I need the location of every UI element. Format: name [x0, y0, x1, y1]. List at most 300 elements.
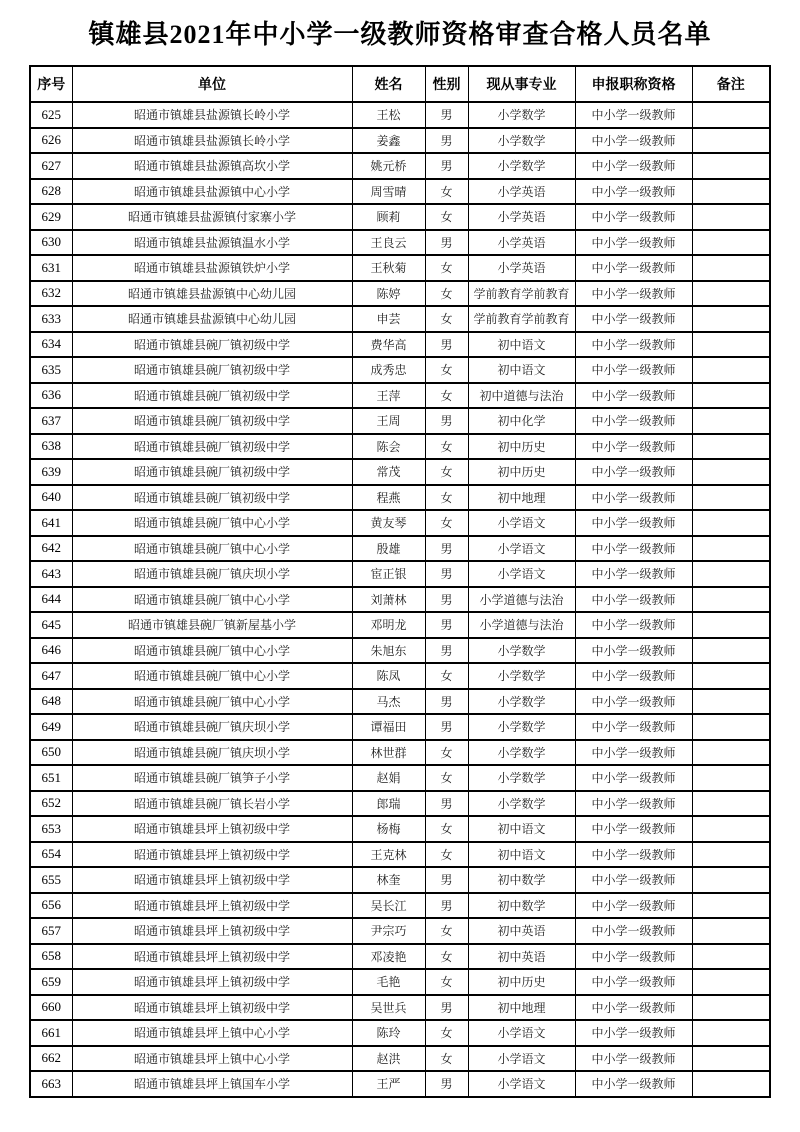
table-row — [30, 179, 770, 205]
cell-name: 陈婷 — [352, 281, 425, 307]
cell-name: 成秀忠 — [352, 357, 425, 383]
cell-remark — [692, 1020, 770, 1046]
cell-unit: 昭通市镇雄县碗厂镇初级中学 — [72, 408, 352, 434]
cell-name: 宦正银 — [352, 561, 425, 587]
cell-unit: 昭通市镇雄县碗厂镇庆坝小学 — [72, 740, 352, 766]
cell-gender: 女 — [425, 255, 468, 281]
cell-unit: 昭通市镇雄县盐源镇铁炉小学 — [72, 255, 352, 281]
cell-name: 王良云 — [352, 230, 425, 256]
cell-unit: 昭通市镇雄县盐源镇中心小学 — [72, 179, 352, 205]
cell-gender: 女 — [425, 510, 468, 536]
cell-seq: 638 — [30, 434, 72, 460]
cell-remark — [692, 842, 770, 868]
cell-subject: 小学英语 — [468, 230, 575, 256]
cell-subject: 初中英语 — [468, 918, 575, 944]
cell-seq: 659 — [30, 969, 72, 995]
cell-seq: 630 — [30, 230, 72, 256]
cell-remark — [692, 408, 770, 434]
cell-seq: 658 — [30, 944, 72, 970]
cell-title: 中小学一级教师 — [575, 867, 692, 893]
cell-gender: 女 — [425, 842, 468, 868]
cell-unit: 昭通市镇雄县碗厂镇庆坝小学 — [72, 561, 352, 587]
cell-gender: 男 — [425, 612, 468, 638]
cell-seq: 648 — [30, 689, 72, 715]
cell-title: 中小学一级教师 — [575, 408, 692, 434]
cell-name: 陈玲 — [352, 1020, 425, 1046]
cell-title: 中小学一级教师 — [575, 791, 692, 817]
cell-seq: 652 — [30, 791, 72, 817]
cell-remark — [692, 765, 770, 791]
cell-name: 王松 — [352, 102, 425, 128]
cell-title: 中小学一级教师 — [575, 714, 692, 740]
header-remark: 备注 — [692, 66, 770, 102]
cell-name: 赵洪 — [352, 1046, 425, 1072]
cell-remark — [692, 255, 770, 281]
cell-remark — [692, 179, 770, 205]
cell-gender: 男 — [425, 332, 468, 358]
cell-title: 中小学一级教师 — [575, 128, 692, 154]
cell-unit: 昭通市镇雄县坪上镇初级中学 — [72, 969, 352, 995]
table-row — [30, 969, 770, 995]
table-row — [30, 587, 770, 613]
table-row — [30, 510, 770, 536]
cell-name: 邓明龙 — [352, 612, 425, 638]
cell-remark — [692, 587, 770, 613]
cell-name: 郎瑞 — [352, 791, 425, 817]
cell-seq: 650 — [30, 740, 72, 766]
cell-gender: 女 — [425, 765, 468, 791]
table-row — [30, 485, 770, 511]
cell-remark — [692, 306, 770, 332]
table-row — [30, 204, 770, 230]
cell-title: 中小学一级教师 — [575, 179, 692, 205]
cell-title: 中小学一级教师 — [575, 434, 692, 460]
table-row — [30, 918, 770, 944]
cell-subject: 小学数学 — [468, 765, 575, 791]
cell-gender: 男 — [425, 995, 468, 1021]
table-row — [30, 995, 770, 1021]
cell-unit: 昭通市镇雄县碗厂镇庆坝小学 — [72, 714, 352, 740]
table-row — [30, 153, 770, 179]
cell-gender: 男 — [425, 536, 468, 562]
cell-name: 姚元桥 — [352, 153, 425, 179]
cell-name: 刘萧林 — [352, 587, 425, 613]
cell-gender: 男 — [425, 638, 468, 664]
cell-subject: 初中历史 — [468, 459, 575, 485]
cell-gender: 女 — [425, 663, 468, 689]
cell-unit: 昭通市镇雄县碗厂镇初级中学 — [72, 357, 352, 383]
cell-remark — [692, 434, 770, 460]
cell-gender: 女 — [425, 740, 468, 766]
cell-remark — [692, 128, 770, 154]
header-title: 申报职称资格 — [575, 66, 692, 102]
cell-seq: 644 — [30, 587, 72, 613]
cell-title: 中小学一级教师 — [575, 383, 692, 409]
cell-name: 林奎 — [352, 867, 425, 893]
cell-title: 中小学一级教师 — [575, 816, 692, 842]
cell-unit: 昭通市镇雄县盐源镇高坎小学 — [72, 153, 352, 179]
cell-subject: 小学数学 — [468, 740, 575, 766]
cell-name: 姜鑫 — [352, 128, 425, 154]
table-row — [30, 1071, 770, 1097]
cell-seq: 625 — [30, 102, 72, 128]
cell-title: 中小学一级教师 — [575, 740, 692, 766]
cell-title: 中小学一级教师 — [575, 612, 692, 638]
cell-name: 周雪晴 — [352, 179, 425, 205]
cell-seq: 635 — [30, 357, 72, 383]
cell-unit: 昭通市镇雄县盐源镇中心幼儿园 — [72, 281, 352, 307]
cell-name: 顾莉 — [352, 204, 425, 230]
cell-title: 中小学一级教师 — [575, 1020, 692, 1046]
cell-remark — [692, 689, 770, 715]
cell-seq: 647 — [30, 663, 72, 689]
cell-subject: 小学数学 — [468, 689, 575, 715]
cell-unit: 昭通市镇雄县盐源镇温水小学 — [72, 230, 352, 256]
cell-name: 尹宗巧 — [352, 918, 425, 944]
cell-gender: 女 — [425, 969, 468, 995]
cell-gender: 女 — [425, 485, 468, 511]
cell-subject: 初中语文 — [468, 357, 575, 383]
cell-subject: 小学数学 — [468, 102, 575, 128]
table-row — [30, 281, 770, 307]
cell-subject: 小学英语 — [468, 255, 575, 281]
cell-subject: 初中语文 — [468, 842, 575, 868]
cell-subject: 初中道德与法治 — [468, 383, 575, 409]
cell-unit: 昭通市镇雄县坪上镇中心小学 — [72, 1046, 352, 1072]
table-row — [30, 765, 770, 791]
cell-seq: 657 — [30, 918, 72, 944]
cell-remark — [692, 918, 770, 944]
cell-seq: 637 — [30, 408, 72, 434]
cell-name: 吴长江 — [352, 893, 425, 919]
cell-gender: 男 — [425, 408, 468, 434]
cell-gender: 女 — [425, 944, 468, 970]
cell-name: 毛艳 — [352, 969, 425, 995]
cell-name: 殷雄 — [352, 536, 425, 562]
table-row — [30, 408, 770, 434]
cell-name: 常茂 — [352, 459, 425, 485]
cell-name: 王萍 — [352, 383, 425, 409]
cell-remark — [692, 153, 770, 179]
cell-title: 中小学一级教师 — [575, 893, 692, 919]
cell-remark — [692, 612, 770, 638]
cell-unit: 昭通市镇雄县碗厂镇中心小学 — [72, 510, 352, 536]
cell-title: 中小学一级教师 — [575, 230, 692, 256]
cell-subject: 小学数学 — [468, 128, 575, 154]
cell-remark — [692, 281, 770, 307]
cell-name: 王严 — [352, 1071, 425, 1097]
cell-subject: 小学语文 — [468, 1046, 575, 1072]
cell-title: 中小学一级教师 — [575, 663, 692, 689]
cell-remark — [692, 102, 770, 128]
cell-name: 赵娟 — [352, 765, 425, 791]
cell-gender: 男 — [425, 153, 468, 179]
cell-unit: 昭通市镇雄县盐源镇长岭小学 — [72, 102, 352, 128]
cell-title: 中小学一级教师 — [575, 153, 692, 179]
cell-remark — [692, 944, 770, 970]
cell-name: 邓凌艳 — [352, 944, 425, 970]
cell-subject: 初中语文 — [468, 816, 575, 842]
cell-unit: 昭通市镇雄县坪上镇初级中学 — [72, 867, 352, 893]
cell-unit: 昭通市镇雄县坪上镇初级中学 — [72, 918, 352, 944]
cell-subject: 初中历史 — [468, 969, 575, 995]
cell-subject: 小学数学 — [468, 791, 575, 817]
cell-subject: 小学语文 — [468, 536, 575, 562]
cell-remark — [692, 816, 770, 842]
cell-subject: 小学数学 — [468, 714, 575, 740]
cell-gender: 男 — [425, 689, 468, 715]
cell-title: 中小学一级教师 — [575, 204, 692, 230]
table-row — [30, 255, 770, 281]
cell-gender: 女 — [425, 1046, 468, 1072]
table-row — [30, 357, 770, 383]
cell-unit: 昭通市镇雄县碗厂镇长岩小学 — [72, 791, 352, 817]
cell-subject: 学前教育学前教育 — [468, 281, 575, 307]
table-row — [30, 536, 770, 562]
cell-title: 中小学一级教师 — [575, 995, 692, 1021]
cell-subject: 小学道德与法治 — [468, 587, 575, 613]
cell-gender: 女 — [425, 383, 468, 409]
table-row — [30, 714, 770, 740]
cell-title: 中小学一级教师 — [575, 842, 692, 868]
cell-subject: 初中地理 — [468, 485, 575, 511]
cell-unit: 昭通市镇雄县碗厂镇中心小学 — [72, 587, 352, 613]
cell-remark — [692, 485, 770, 511]
cell-remark — [692, 995, 770, 1021]
table-header-row — [30, 66, 770, 102]
cell-name: 陈凤 — [352, 663, 425, 689]
cell-seq: 653 — [30, 816, 72, 842]
cell-seq: 626 — [30, 128, 72, 154]
table-row — [30, 816, 770, 842]
table-row — [30, 434, 770, 460]
header-seq: 序号 — [30, 66, 72, 102]
cell-title: 中小学一级教师 — [575, 944, 692, 970]
cell-seq: 646 — [30, 638, 72, 664]
cell-seq: 631 — [30, 255, 72, 281]
cell-gender: 女 — [425, 281, 468, 307]
cell-gender: 女 — [425, 357, 468, 383]
table-row — [30, 944, 770, 970]
cell-gender: 男 — [425, 714, 468, 740]
cell-seq: 636 — [30, 383, 72, 409]
cell-name: 吴世兵 — [352, 995, 425, 1021]
cell-remark — [692, 714, 770, 740]
cell-gender: 女 — [425, 918, 468, 944]
cell-name: 谭福田 — [352, 714, 425, 740]
cell-subject: 小学数学 — [468, 153, 575, 179]
cell-subject: 小学语文 — [468, 561, 575, 587]
cell-name: 王克林 — [352, 842, 425, 868]
cell-remark — [692, 230, 770, 256]
cell-seq: 628 — [30, 179, 72, 205]
cell-gender: 男 — [425, 230, 468, 256]
cell-unit: 昭通市镇雄县坪上镇国车小学 — [72, 1071, 352, 1097]
cell-title: 中小学一级教师 — [575, 638, 692, 664]
cell-unit: 昭通市镇雄县坪上镇初级中学 — [72, 944, 352, 970]
cell-seq: 640 — [30, 485, 72, 511]
cell-gender: 女 — [425, 179, 468, 205]
cell-unit: 昭通市镇雄县碗厂镇初级中学 — [72, 459, 352, 485]
cell-seq: 632 — [30, 281, 72, 307]
cell-remark — [692, 510, 770, 536]
cell-title: 中小学一级教师 — [575, 918, 692, 944]
cell-subject: 初中化学 — [468, 408, 575, 434]
cell-unit: 昭通市镇雄县盐源镇付家寨小学 — [72, 204, 352, 230]
table-row — [30, 1046, 770, 1072]
cell-name: 王周 — [352, 408, 425, 434]
cell-title: 中小学一级教师 — [575, 485, 692, 511]
table-row — [30, 867, 770, 893]
table-body — [30, 102, 770, 1097]
cell-remark — [692, 791, 770, 817]
cell-seq: 642 — [30, 536, 72, 562]
cell-subject: 小学数学 — [468, 663, 575, 689]
roster-table — [29, 65, 771, 1098]
cell-gender: 男 — [425, 893, 468, 919]
cell-subject: 小学英语 — [468, 204, 575, 230]
cell-subject: 小学语文 — [468, 1071, 575, 1097]
cell-unit: 昭通市镇雄县坪上镇初级中学 — [72, 842, 352, 868]
page-title: 镇雄县2021年中小学一级教师资格审查合格人员名单 — [88, 20, 712, 49]
cell-gender: 男 — [425, 102, 468, 128]
table-row — [30, 740, 770, 766]
cell-title: 中小学一级教师 — [575, 689, 692, 715]
header-name: 姓名 — [352, 66, 425, 102]
cell-seq: 651 — [30, 765, 72, 791]
cell-remark — [692, 893, 770, 919]
cell-subject: 初中地理 — [468, 995, 575, 1021]
cell-gender: 女 — [425, 306, 468, 332]
cell-unit: 昭通市镇雄县碗厂镇初级中学 — [72, 383, 352, 409]
table-row — [30, 332, 770, 358]
cell-title: 中小学一级教师 — [575, 587, 692, 613]
table-row — [30, 128, 770, 154]
table-row — [30, 663, 770, 689]
cell-seq: 654 — [30, 842, 72, 868]
cell-name: 王秋菊 — [352, 255, 425, 281]
cell-title: 中小学一级教师 — [575, 306, 692, 332]
cell-unit: 昭通市镇雄县碗厂镇新屋基小学 — [72, 612, 352, 638]
cell-unit: 昭通市镇雄县坪上镇初级中学 — [72, 995, 352, 1021]
cell-title: 中小学一级教师 — [575, 1046, 692, 1072]
cell-title: 中小学一级教师 — [575, 332, 692, 358]
cell-name: 黄友琴 — [352, 510, 425, 536]
cell-title: 中小学一级教师 — [575, 561, 692, 587]
table-row — [30, 612, 770, 638]
header-subject: 现从事专业 — [468, 66, 575, 102]
cell-unit: 昭通市镇雄县碗厂镇初级中学 — [72, 332, 352, 358]
cell-title: 中小学一级教师 — [575, 765, 692, 791]
cell-gender: 男 — [425, 791, 468, 817]
cell-unit: 昭通市镇雄县盐源镇中心幼儿园 — [72, 306, 352, 332]
table-row — [30, 306, 770, 332]
cell-remark — [692, 204, 770, 230]
cell-remark — [692, 969, 770, 995]
table-row — [30, 791, 770, 817]
cell-remark — [692, 638, 770, 664]
cell-name: 林世群 — [352, 740, 425, 766]
header-gender: 性别 — [425, 66, 468, 102]
cell-seq: 661 — [30, 1020, 72, 1046]
cell-name: 费华高 — [352, 332, 425, 358]
table-row — [30, 1020, 770, 1046]
cell-name: 杨梅 — [352, 816, 425, 842]
cell-subject: 小学英语 — [468, 179, 575, 205]
cell-seq: 655 — [30, 867, 72, 893]
cell-remark — [692, 1071, 770, 1097]
table-row — [30, 638, 770, 664]
table-row — [30, 383, 770, 409]
cell-title: 中小学一级教师 — [575, 255, 692, 281]
cell-seq: 627 — [30, 153, 72, 179]
cell-gender: 女 — [425, 459, 468, 485]
cell-seq: 662 — [30, 1046, 72, 1072]
cell-name: 程燕 — [352, 485, 425, 511]
cell-title: 中小学一级教师 — [575, 459, 692, 485]
cell-unit: 昭通市镇雄县碗厂镇初级中学 — [72, 485, 352, 511]
cell-unit: 昭通市镇雄县碗厂镇中心小学 — [72, 638, 352, 664]
cell-subject: 小学语文 — [468, 1020, 575, 1046]
cell-subject: 初中历史 — [468, 434, 575, 460]
cell-subject: 初中语文 — [468, 332, 575, 358]
cell-seq: 639 — [30, 459, 72, 485]
cell-remark — [692, 383, 770, 409]
cell-gender: 女 — [425, 816, 468, 842]
table-row — [30, 561, 770, 587]
cell-title: 中小学一级教师 — [575, 102, 692, 128]
cell-gender: 男 — [425, 587, 468, 613]
cell-seq: 645 — [30, 612, 72, 638]
cell-title: 中小学一级教师 — [575, 536, 692, 562]
cell-name: 陈会 — [352, 434, 425, 460]
cell-title: 中小学一级教师 — [575, 510, 692, 536]
cell-gender: 女 — [425, 204, 468, 230]
cell-gender: 男 — [425, 561, 468, 587]
cell-unit: 昭通市镇雄县盐源镇长岭小学 — [72, 128, 352, 154]
cell-title: 中小学一级教师 — [575, 281, 692, 307]
table-row — [30, 102, 770, 128]
cell-remark — [692, 867, 770, 893]
cell-remark — [692, 663, 770, 689]
cell-seq: 643 — [30, 561, 72, 587]
cell-remark — [692, 740, 770, 766]
table-row — [30, 459, 770, 485]
cell-gender: 男 — [425, 128, 468, 154]
cell-subject: 初中英语 — [468, 944, 575, 970]
cell-subject: 小学语文 — [468, 510, 575, 536]
cell-seq: 660 — [30, 995, 72, 1021]
cell-gender: 男 — [425, 867, 468, 893]
cell-name: 朱旭东 — [352, 638, 425, 664]
cell-name: 马杰 — [352, 689, 425, 715]
cell-remark — [692, 357, 770, 383]
cell-gender: 女 — [425, 434, 468, 460]
cell-unit: 昭通市镇雄县碗厂镇中心小学 — [72, 689, 352, 715]
cell-unit: 昭通市镇雄县碗厂镇中心小学 — [72, 536, 352, 562]
cell-subject: 初中数学 — [468, 893, 575, 919]
cell-remark — [692, 536, 770, 562]
cell-remark — [692, 332, 770, 358]
cell-seq: 641 — [30, 510, 72, 536]
cell-subject: 小学数学 — [468, 638, 575, 664]
cell-seq: 634 — [30, 332, 72, 358]
cell-seq: 649 — [30, 714, 72, 740]
cell-title: 中小学一级教师 — [575, 969, 692, 995]
cell-seq: 663 — [30, 1071, 72, 1097]
cell-seq: 629 — [30, 204, 72, 230]
cell-seq: 656 — [30, 893, 72, 919]
